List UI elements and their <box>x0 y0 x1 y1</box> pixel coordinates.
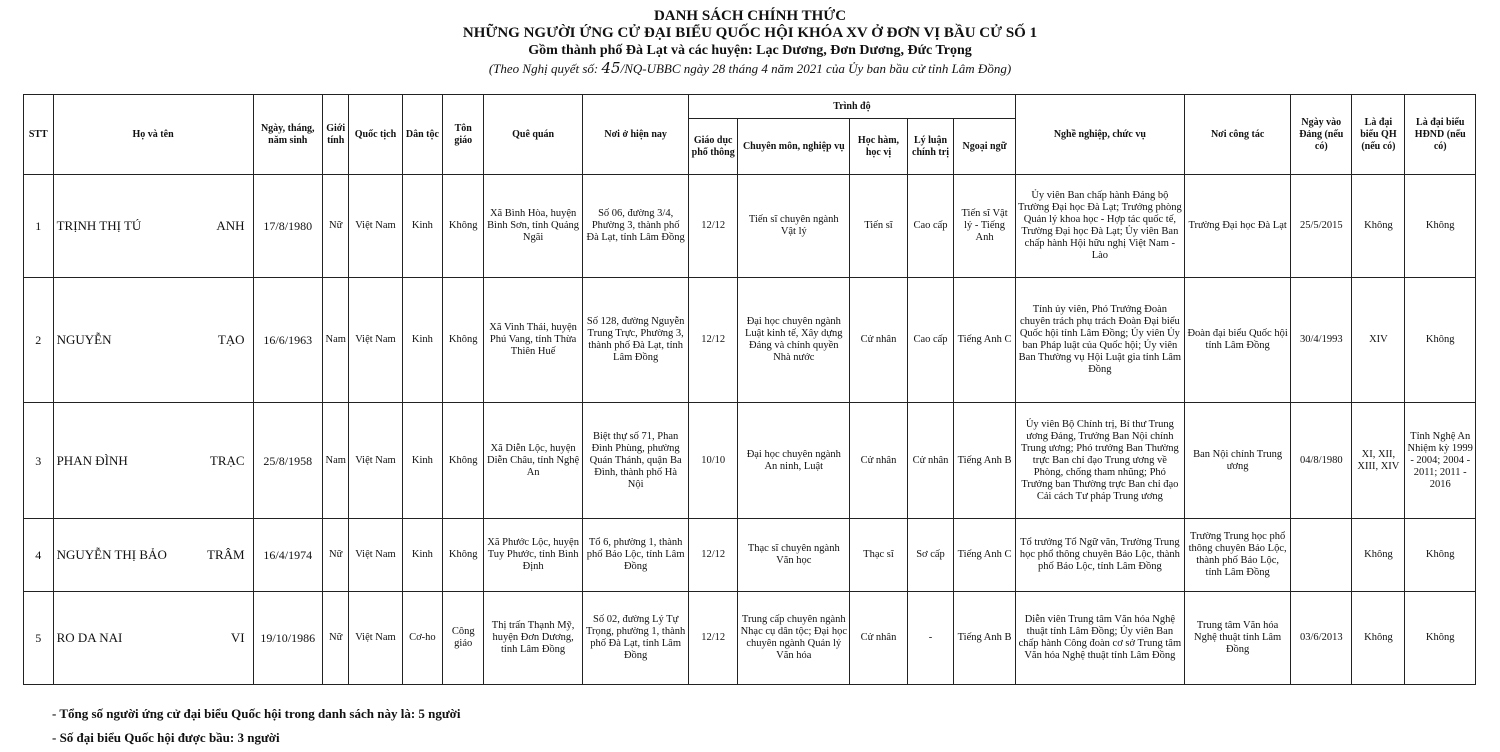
cell-dob: 25/8/1958 <box>253 403 322 519</box>
cell-hometown: Xã Bình Hòa, huyện Bình Sơn, tỉnh Quảng Ngãi <box>484 175 583 278</box>
table-row <box>24 403 1476 519</box>
cell-na-member: Không <box>1352 592 1405 685</box>
cell-party-date <box>1291 519 1352 592</box>
cell-name <box>53 592 253 685</box>
header-political: Lý luận chính trị <box>907 119 954 175</box>
cell-religion: Không <box>443 403 484 519</box>
surname: RO DA NAI <box>56 630 123 645</box>
cell-general-edu: 10/10 <box>689 403 738 519</box>
cell-political: - <box>907 592 954 685</box>
cell-council-member: Không <box>1405 278 1476 403</box>
header-name: Họ và tên <box>53 95 253 175</box>
cell-workplace: Trung tâm Văn hóa Nghệ thuật tỉnh Lâm Đồng <box>1185 592 1291 685</box>
header-residence: Nơi ở hiện nay <box>583 95 689 175</box>
document-header <box>0 8 1500 77</box>
cell-specialty: Thạc sĩ chuyên ngành Văn học <box>738 519 850 592</box>
header-workplace: Nơi công tác <box>1185 95 1291 175</box>
table-row <box>24 592 1476 685</box>
cell-occupation: Ủy viên Bộ Chính trị, Bí thư Trung ương Đảng, Trưởng Ban Nội chính Trung ương; Phó trưởng Ban Thường trực Ban chỉ đạo Trung ương về Phòng, chống tham nhũng; Phó Trưởng ban Thường trực Ban chỉ đạo Cải cách Tư pháp Trung ương <box>1015 403 1184 519</box>
cell-na-member: Không <box>1352 519 1405 592</box>
cell-stt: 3 <box>24 403 54 519</box>
cell-religion: Công giáo <box>443 592 484 685</box>
cell-hometown: Xã Phước Lộc, huyện Tuy Phước, tỉnh Bình Định <box>484 519 583 592</box>
cell-nationality: Việt Nam <box>349 519 402 592</box>
cell-language: Tiến sĩ Vật lý - Tiếng Anh <box>954 175 1015 278</box>
notes <box>52 702 461 750</box>
cell-degree: Thạc sĩ <box>850 519 907 592</box>
table-row <box>24 519 1476 592</box>
cell-party-date: 25/5/2015 <box>1291 175 1352 278</box>
cell-occupation: Tỉnh ủy viên, Phó Trưởng Đoàn chuyên trách phụ trách Đoàn Đại biểu Quốc hội tỉnh Lâm Đồng; Ủy viên Ủy ban Pháp luật của Quốc hội; Ủy viên Ban Thường vụ Hội Luật gia tỉnh Lâm Đồng <box>1015 278 1184 403</box>
header-council-member: Là đại biểu HĐND (nếu có) <box>1405 95 1476 175</box>
cell-residence: Số 02, đường Lý Tự Trọng, phường 1, thành phố Đà Lạt, tỉnh Lâm Đồng <box>583 592 689 685</box>
header-party-date: Ngày vào Đảng (nếu có) <box>1291 95 1352 175</box>
cell-occupation: Tổ trưởng Tổ Ngữ văn, Trường Trung học phổ thông chuyên Bảo Lộc, thành phố Bảo Lộc, tỉnh Lâm Đồng <box>1015 519 1184 592</box>
cell-political: Sơ cấp <box>907 519 954 592</box>
cell-language: Tiếng Anh B <box>954 403 1015 519</box>
cell-hometown: Thị trấn Thạnh Mỹ, huyện Đơn Dương, tỉnh Lâm Đồng <box>484 592 583 685</box>
cell-general-edu: 12/12 <box>689 175 738 278</box>
given-name: VI <box>230 630 245 645</box>
cell-general-edu: 12/12 <box>689 592 738 685</box>
cell-specialty: Trung cấp chuyên ngành Nhạc cụ dân tộc; Đại học chuyên ngành Quản lý Văn hóa <box>738 592 850 685</box>
cell-workplace: Trường Trung học phổ thông chuyên Bảo Lộc, thành phố Bảo Lộc, tỉnh Lâm Đồng <box>1185 519 1291 592</box>
cell-nationality: Việt Nam <box>349 278 402 403</box>
header-religion: Tôn giáo <box>443 95 484 175</box>
cell-name <box>53 278 253 403</box>
cell-specialty: Tiến sĩ chuyên ngành Vật lý <box>738 175 850 278</box>
cell-political: Cử nhân <box>907 403 954 519</box>
given-name: TRẠC <box>209 452 245 468</box>
cell-gender: Nam <box>322 278 349 403</box>
surname: NGUYỄN THỊ BẢO <box>56 547 167 562</box>
cell-nationality: Việt Nam <box>349 403 402 519</box>
cell-ethnicity: Kinh <box>402 403 443 519</box>
header-language: Ngoại ngữ <box>954 119 1015 175</box>
cell-language: Tiếng Anh C <box>954 519 1015 592</box>
header-occupation: Nghề nghiệp, chức vụ <box>1015 95 1184 175</box>
cell-ethnicity: Cơ-ho <box>402 592 443 685</box>
header-general-edu: Giáo dục phổ thông <box>689 119 738 175</box>
resolution-prefix: (Theo Nghị quyết số: <box>488 61 602 76</box>
cell-council-member: Không <box>1405 519 1476 592</box>
cell-hometown: Xã Vinh Thái, huyện Phú Vang, tỉnh Thừa Thiên Huế <box>484 278 583 403</box>
note-elected: - Số đại biểu Quốc hội được bầu: 3 người <box>52 730 280 745</box>
header-stt: STT <box>24 95 54 175</box>
surname: TRỊNH THỊ TÚ <box>56 218 142 233</box>
cell-council-member: Không <box>1405 175 1476 278</box>
cell-religion: Không <box>443 519 484 592</box>
header-ethnicity: Dân tộc <box>402 95 443 175</box>
cell-stt: 4 <box>24 519 54 592</box>
surname: PHAN ĐÌNH <box>56 452 128 468</box>
header-nationality: Quốc tịch <box>349 95 402 175</box>
cell-council-member: Tỉnh Nghệ An Nhiệm kỳ 1999 - 2004; 2004 - 2011; 2011 - 2016 <box>1405 403 1476 519</box>
header-na-member: Là đại biểu QH (nếu có) <box>1352 95 1405 175</box>
resolution-suffix: /NQ-UBBC ngày 28 tháng 4 năm 2021 của Ủy ban bầu cử tỉnh Lâm Đồng) <box>620 61 1012 76</box>
cell-ethnicity: Kinh <box>402 278 443 403</box>
cell-language: Tiếng Anh C <box>954 278 1015 403</box>
cell-name <box>53 519 253 592</box>
cell-hometown: Xã Diễn Lộc, huyện Diễn Châu, tỉnh Nghệ An <box>484 403 583 519</box>
cell-specialty: Đại học chuyên ngành Luật kinh tế, Xây dựng Đảng và chính quyền Nhà nước <box>738 278 850 403</box>
cell-dob: 16/4/1974 <box>253 519 322 592</box>
note-total: - Tổng số người ứng cử đại biểu Quốc hội trong danh sách này là: 5 người <box>52 706 461 721</box>
cell-residence: Số 128, đường Nguyễn Trung Trực, Phường 3, thành phố Đà Lạt, tỉnh Lâm Đồng <box>583 278 689 403</box>
cell-council-member: Không <box>1405 592 1476 685</box>
cell-stt: 5 <box>24 592 54 685</box>
cell-occupation: Ủy viên Ban chấp hành Đảng bộ Trường Đại học Đà Lạt; Trưởng phòng Quản lý khoa học - Hợp tác quốc tế, Trường Đại học Đà Lạt; Ủy viên Ban chấp hành Hội hữu nghị Việt Nam - Lào <box>1015 175 1184 278</box>
cell-general-edu: 12/12 <box>689 278 738 403</box>
cell-na-member: XIV <box>1352 278 1405 403</box>
surname: NGUYỄN <box>56 332 112 347</box>
cell-gender: Nữ <box>322 519 349 592</box>
given-name: ANH <box>216 218 245 233</box>
header-specialty: Chuyên môn, nghiệp vụ <box>738 119 850 175</box>
cell-party-date: 03/6/2013 <box>1291 592 1352 685</box>
cell-degree: Cử nhân <box>850 278 907 403</box>
cell-ethnicity: Kinh <box>402 519 443 592</box>
cell-political: Cao cấp <box>907 175 954 278</box>
cell-dob: 17/8/1980 <box>253 175 322 278</box>
given-name: TRÂM <box>207 547 245 562</box>
table-row <box>24 175 1476 278</box>
cell-language: Tiếng Anh B <box>954 592 1015 685</box>
cell-name <box>53 403 253 519</box>
cell-degree: Cử nhân <box>850 403 907 519</box>
title-line-3: Gồm thành phố Đà Lạt và các huyện: Lạc Dương, Đơn Dương, Đức Trọng <box>528 43 972 58</box>
resolution-number: 45 <box>601 59 621 77</box>
cell-party-date: 04/8/1980 <box>1291 403 1352 519</box>
header-education-group: Trình độ <box>689 95 1015 119</box>
cell-nationality: Việt Nam <box>349 592 402 685</box>
title-line-1: DANH SÁCH CHÍNH THỨC <box>653 8 847 24</box>
cell-residence: Số 06, đường 3/4, Phường 3, thành phố Đà Lạt, tỉnh Lâm Đồng <box>583 175 689 278</box>
cell-ethnicity: Kinh <box>402 175 443 278</box>
table-row <box>24 278 1476 403</box>
resolution-line <box>0 60 1500 77</box>
cell-gender: Nữ <box>322 175 349 278</box>
cell-residence: Tổ 6, phường 1, thành phố Bảo Lộc, tỉnh Lâm Đồng <box>583 519 689 592</box>
cell-workplace: Trường Đại học Đà Lạt <box>1185 175 1291 278</box>
cell-occupation: Diễn viên Trung tâm Văn hóa Nghệ thuật tỉnh Lâm Đồng; Ủy viên Ban chấp hành Công đoàn cơ sở Trung tâm Văn hóa Nghệ thuật tỉnh Lâm Đồng <box>1015 592 1184 685</box>
header-gender: Giới tính <box>322 95 349 175</box>
cell-party-date: 30/4/1993 <box>1291 278 1352 403</box>
cell-dob: 19/10/1986 <box>253 592 322 685</box>
header-degree: Học hàm, học vị <box>850 119 907 175</box>
cell-stt: 2 <box>24 278 54 403</box>
title-line-2: NHỮNG NGƯỜI ỨNG CỬ ĐẠI BIỂU QUỐC HỘI KHÓA XV Ở ĐƠN VỊ BẦU CỬ SỐ 1 <box>462 25 1038 41</box>
cell-workplace: Đoàn đại biểu Quốc hội tỉnh Lâm Đồng <box>1185 278 1291 403</box>
cell-political: Cao cấp <box>907 278 954 403</box>
header-hometown: Quê quán <box>484 95 583 175</box>
cell-na-member: XI, XII, XIII, XIV <box>1352 403 1405 519</box>
cell-gender: Nam <box>322 403 349 519</box>
cell-nationality: Việt Nam <box>349 175 402 278</box>
cell-workplace: Ban Nội chính Trung ương <box>1185 403 1291 519</box>
cell-specialty: Đại học chuyên ngành An ninh, Luật <box>738 403 850 519</box>
candidate-table <box>23 94 1476 685</box>
given-name: TẠO <box>217 332 245 347</box>
cell-religion: Không <box>443 175 484 278</box>
cell-name <box>53 175 253 278</box>
cell-na-member: Không <box>1352 175 1405 278</box>
cell-degree: Tiến sĩ <box>850 175 907 278</box>
cell-degree: Cử nhân <box>850 592 907 685</box>
cell-gender: Nữ <box>322 592 349 685</box>
cell-stt: 1 <box>24 175 54 278</box>
cell-religion: Không <box>443 278 484 403</box>
cell-residence: Biệt thự số 71, Phan Đình Phùng, phường Quán Thánh, quận Ba Đình, thành phố Hà Nội <box>583 403 689 519</box>
header-dob: Ngày, tháng, năm sinh <box>253 95 322 175</box>
cell-dob: 16/6/1963 <box>253 278 322 403</box>
cell-general-edu: 12/12 <box>689 519 738 592</box>
